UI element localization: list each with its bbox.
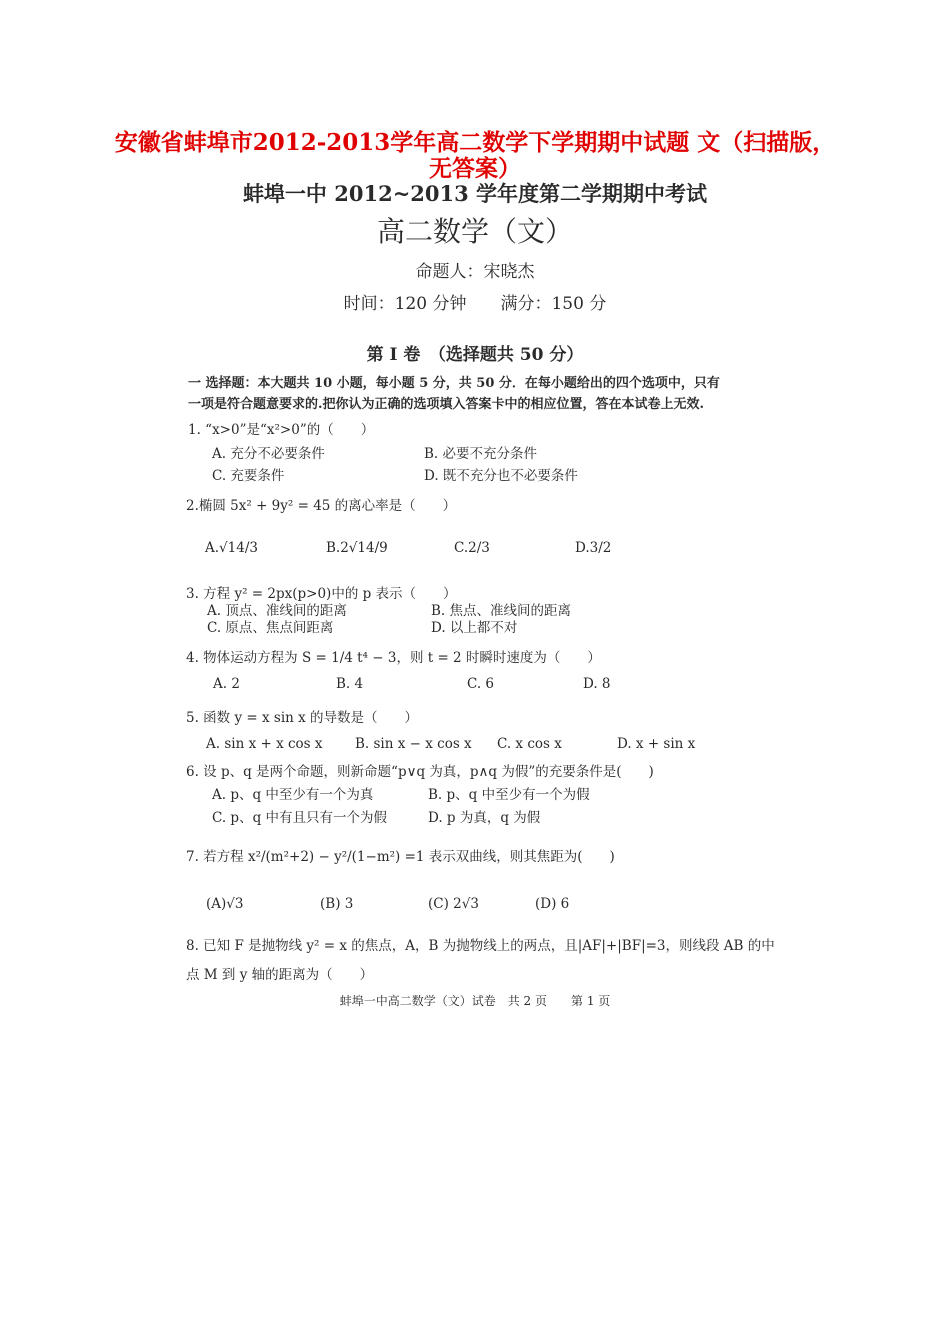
question-4-stem: 4. 物体运动方程为 S = 1/4 t⁴ − 3，则 t = 2 时瞬时速度为（ ） (186, 650, 601, 666)
question-8-stem-line1: 8. 已知 F 是抛物线 y² = x 的焦点，A，B 为抛物线上的两点，且|AF|+|BF|=3，则线段 AB 的中 (186, 938, 775, 954)
question-7-stem: 7. 若方程 x²/(m²+2) − y²/(1−m²) =1 表示双曲线，则其焦距为( ) (186, 849, 615, 865)
question-1-option-c: C. 充要条件 (212, 468, 285, 484)
question-7-option-b: (B) 3 (320, 896, 354, 912)
question-2-option-a: A.√14/3 (205, 540, 258, 556)
question-5-stem: 5. 函数 y = x sin x 的导数是（ ） (186, 710, 419, 726)
instruction-line1: 一 选择题：本大题共 10 小题，每小题 5 分，共 50 分．在每小题给出的四个选项中，只有 (188, 376, 720, 391)
question-2-option-c: C.2/3 (454, 540, 490, 556)
question-4-option-c: C. 6 (467, 676, 495, 692)
document-title-line1: 安徽省蚌埠市2012-2013学年高二数学下学期期中试题 文（扫描版， (114, 129, 836, 156)
instruction-line2: 一项是符合题意要求的.把你认为正确的选项填入答案卡中的相应位置，答在本试卷上无效. (188, 397, 705, 412)
school-exam-line: 蚌埠一中 2012~2013 学年度第二学期期中考试 (242, 181, 708, 206)
question-2-stem: 2.椭圆 5x² + 9y² = 45 的离心率是（ ） (186, 498, 457, 514)
question-5-option-a: A. sin x + x cos x (206, 736, 323, 752)
question-6-option-d: D. p 为真，q 为假 (428, 810, 541, 826)
question-7-option-d: (D) 6 (535, 896, 570, 912)
section-heading: 第 I 卷 （选择题共 50 分） (366, 345, 584, 365)
author-line: 命题人：宋晓杰 (415, 262, 535, 282)
document-title-line2: 无答案） (429, 155, 521, 182)
question-6-stem: 6. 设 p、q 是两个命题，则新命题“p∨q 为真，p∧q 为假”的充要条件是( ) (186, 764, 654, 780)
subject-title: 高二数学（文） (376, 215, 573, 248)
question-3-option-a: A. 顶点、准线间的距离 (207, 603, 347, 619)
question-1-stem: 1. “x>0”是“x²>0”的（ ） (188, 422, 375, 438)
question-3-option-c: C. 原点、焦点间距离 (207, 620, 334, 636)
question-5-option-b: B. sin x − x cos x (355, 736, 472, 752)
question-5-option-d: D. x + sin x (617, 736, 696, 752)
question-1-option-d: D. 既不充分也不必要条件 (424, 468, 578, 484)
question-4-option-b: B. 4 (336, 676, 364, 692)
question-3-stem: 3. 方程 y² = 2px(p>0)中的 p 表示（ ） (186, 586, 457, 602)
page-footer: 蚌埠一中高二数学（文）试卷 共 2 页 第 1 页 (339, 994, 611, 1008)
question-3-option-d: D. 以上都不对 (431, 620, 518, 636)
question-4-option-a: A. 2 (213, 676, 240, 692)
question-6-option-c: C. p、q 中有且只有一个为假 (212, 810, 388, 826)
question-1-option-a: A. 充分不必要条件 (212, 446, 325, 462)
question-8-stem-line2: 点 M 到 y 轴的距离为（ ） (186, 967, 374, 983)
question-7-option-a: (A)√3 (206, 896, 244, 912)
time-score-line: 时间：120 分钟 满分：150 分 (343, 294, 607, 314)
question-2-option-b: B.2√14/9 (326, 540, 388, 556)
question-3-option-b: B. 焦点、准线间的距离 (431, 603, 572, 619)
question-5-option-c: C. x cos x (497, 736, 562, 752)
question-6-option-b: B. p、q 中至少有一个为假 (428, 787, 590, 803)
question-6-option-a: A. p、q 中至少有一个为真 (212, 787, 374, 803)
question-1-option-b: B. 必要不充分条件 (424, 446, 538, 462)
question-4-option-d: D. 8 (583, 676, 611, 692)
question-7-option-c: (C) 2√3 (428, 896, 479, 912)
question-2-option-d: D.3/2 (575, 540, 612, 556)
